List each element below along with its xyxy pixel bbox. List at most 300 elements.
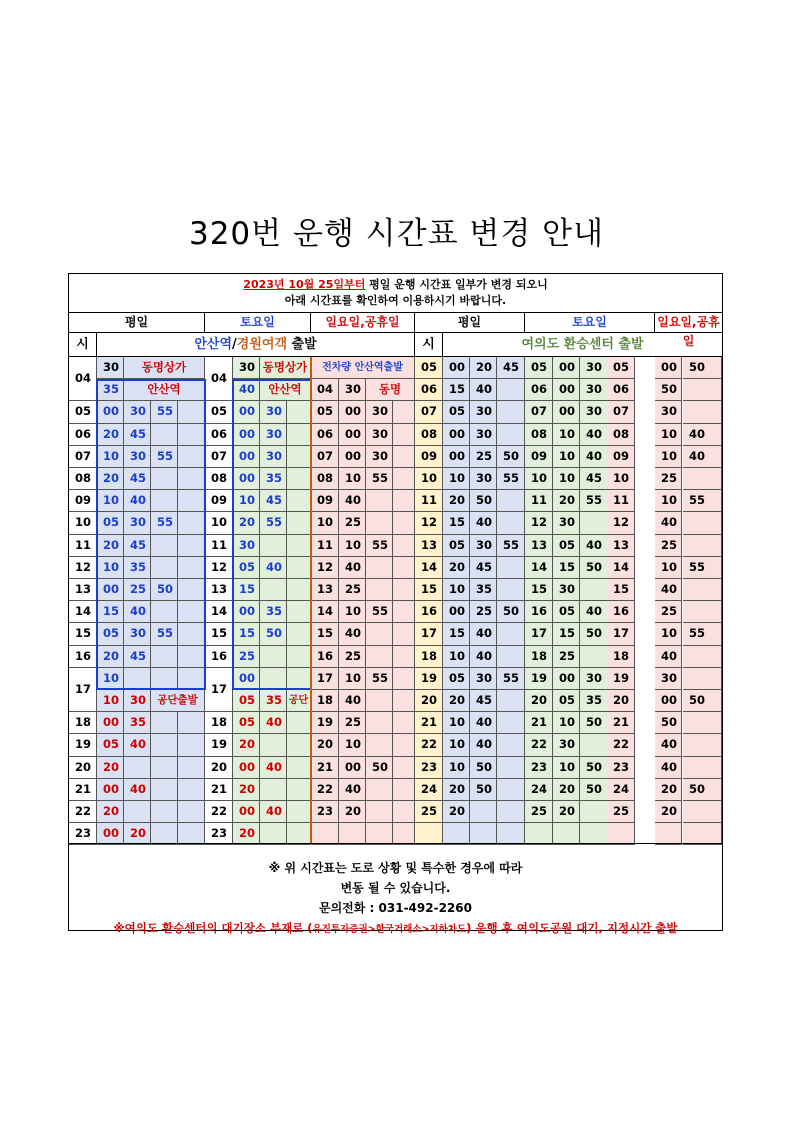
holiday-hour: 08 [311, 468, 339, 490]
hour-cell: 05 [205, 401, 233, 423]
holiday-minute [393, 424, 415, 446]
hour-cell: 18 [69, 712, 97, 734]
saturday-minute: 05 [553, 601, 580, 623]
hour-cell: 12 [69, 557, 97, 579]
hour-cell: 22 [205, 801, 233, 823]
holiday-minute: 10 [655, 490, 682, 512]
hour-cell: 05 [415, 357, 443, 379]
holiday-minute: 10 [339, 668, 366, 690]
holiday-minute: 20 [655, 779, 682, 801]
saturday-minute: 50 [580, 557, 628, 579]
saturday-minute: 05 [233, 690, 260, 712]
holiday-hour: 19 [311, 712, 339, 734]
weekday-minute: 50 [470, 490, 497, 512]
hour-cell: 05 [69, 401, 97, 423]
stop-label: 동명 [366, 379, 415, 401]
weekday-minute [151, 712, 178, 734]
holiday-minute [683, 535, 722, 557]
holiday-minute: 08 [607, 424, 635, 446]
weekday-minute [497, 779, 525, 801]
weekday-minute: 20 [97, 535, 124, 557]
saturday-minute [287, 668, 311, 690]
saturday-minute: 10 [553, 424, 580, 446]
holiday-minute [366, 801, 393, 823]
holiday-minute [393, 690, 415, 712]
saturday-minute: 30 [553, 734, 580, 756]
holiday-minute: 40 [339, 623, 366, 645]
weekday-minute [497, 512, 525, 534]
hour-cell: 23 [205, 823, 233, 845]
weekday-minute: 20 [97, 801, 124, 823]
weekday-minute: 20 [124, 823, 151, 845]
weekday-minute: 10 [443, 579, 470, 601]
holiday-minute [366, 734, 393, 756]
holiday-minute: 00 [655, 357, 682, 379]
weekday-minute: 10 [97, 690, 124, 712]
holiday-minute: 40 [339, 690, 366, 712]
weekday-minute: 40 [124, 601, 151, 623]
weekday-minute [178, 490, 205, 512]
holiday-minute [393, 490, 415, 512]
weekday-minute: 40 [470, 379, 497, 401]
weekday-minute [497, 623, 525, 645]
weekday-minute: 05 [443, 401, 470, 423]
saturday-minute: 15 [233, 579, 260, 601]
left-saturday-header: 토요일 [205, 313, 311, 333]
hour-cell: 20 [69, 757, 97, 779]
weekday-minute: 50 [497, 601, 525, 623]
weekday-minute [470, 801, 497, 823]
weekday-minute: 10 [443, 757, 470, 779]
saturday-minute: 30 [553, 512, 580, 534]
saturday-minute [260, 779, 287, 801]
hour-cell: 06 [69, 424, 97, 446]
footer-note-1: ※ 위 시간표는 도로 상황 및 특수한 경우에 따라 [268, 861, 523, 875]
hour-cell: 13 [69, 579, 97, 601]
saturday-minute: 50 [580, 779, 628, 801]
page-title: 320번 운행 시간표 변경 안내 [188, 216, 605, 252]
saturday-minute: 14 [525, 557, 553, 579]
hour-cell: 25 [415, 801, 443, 823]
saturday-minute: 00 [233, 801, 260, 823]
saturday-minute: 00 [233, 468, 260, 490]
weekday-minute [497, 712, 525, 734]
saturday-minute [287, 601, 311, 623]
holiday-minute [393, 401, 415, 423]
weekday-minute: 30 [470, 468, 497, 490]
holiday-minute: 40 [655, 757, 682, 779]
saturday-minute: 19 [525, 668, 553, 690]
yeouido-route: 유진투자증권>한국거래소>지하차도 [312, 924, 467, 935]
holiday-minute [393, 646, 415, 668]
weekday-minute: 10 [97, 446, 124, 468]
saturday-minute [287, 734, 311, 756]
weekday-minute: 15 [443, 623, 470, 645]
weekday-minute [151, 668, 178, 690]
weekday-minute: 55 [497, 468, 525, 490]
weekday-minute: 45 [497, 357, 525, 379]
saturday-minute: 15 [553, 623, 580, 645]
holiday-minute: 24 [607, 779, 635, 801]
holiday-hour: 20 [311, 734, 339, 756]
holiday-hour: 21 [311, 757, 339, 779]
saturday-minute: 30 [233, 357, 260, 379]
holiday-minute: 14 [607, 557, 635, 579]
saturday-minute: 05 [233, 712, 260, 734]
hour-cell: 14 [69, 601, 97, 623]
holiday-hour: 11 [311, 535, 339, 557]
hour-cell: 11 [415, 490, 443, 512]
weekday-minute: 05 [97, 623, 124, 645]
hour-cell: 07 [415, 401, 443, 423]
holiday-minute: 55 [683, 490, 722, 512]
holiday-minute [393, 779, 415, 801]
hour-cell: 14 [205, 601, 233, 623]
saturday-minute: 20 [525, 690, 553, 712]
weekday-minute: 10 [443, 468, 470, 490]
weekday-minute: 30 [470, 535, 497, 557]
saturday-minute: 00 [553, 379, 580, 401]
weekday-minute: 40 [470, 646, 497, 668]
saturday-minute: 13 [525, 535, 553, 557]
saturday-minute [287, 712, 311, 734]
saturday-minute [260, 579, 287, 601]
holiday-hour: 22 [311, 779, 339, 801]
holiday-minute: 30 [655, 668, 682, 690]
saturday-minute: 50 [260, 623, 287, 645]
weekday-minute [151, 468, 178, 490]
saturday-minute: 30 [233, 535, 260, 557]
weekday-minute: 25 [470, 446, 497, 468]
saturday-minute: 10 [553, 446, 580, 468]
holiday-minute [366, 579, 393, 601]
weekday-minute: 30 [124, 690, 151, 712]
holiday-minute: 40 [339, 557, 366, 579]
saturday-minute [260, 734, 287, 756]
saturday-minute: 00 [233, 401, 260, 423]
hour-cell: 22 [415, 734, 443, 756]
hour-cell: 15 [415, 579, 443, 601]
holiday-minute: 00 [339, 446, 366, 468]
saturday-minute: 11 [525, 490, 553, 512]
direction-separator: / [232, 337, 237, 352]
holiday-minute [393, 734, 415, 756]
weekday-minute: 45 [470, 690, 497, 712]
saturday-minute: 35 [580, 690, 628, 712]
holiday-minute: 50 [683, 779, 722, 801]
hour-cell: 13 [205, 579, 233, 601]
weekday-minute: 20 [443, 490, 470, 512]
holiday-minute: 18 [607, 646, 635, 668]
saturday-minute [287, 490, 311, 512]
weekday-minute: 10 [443, 734, 470, 756]
weekday-minute: 25 [124, 579, 151, 601]
right-weekday-header: 평일 [415, 313, 525, 333]
holiday-minute: 10 [607, 468, 635, 490]
holiday-minute [393, 512, 415, 534]
right-hour-label: 시 [415, 333, 443, 357]
weekday-minute: 35 [124, 712, 151, 734]
saturday-minute: 35 [260, 468, 287, 490]
hour-cell: 16 [415, 601, 443, 623]
holiday-minute: 40 [339, 490, 366, 512]
saturday-minute: 15 [233, 623, 260, 645]
saturday-minute: 30 [580, 401, 628, 423]
weekday-minute: 00 [443, 424, 470, 446]
hour-cell: 08 [69, 468, 97, 490]
saturday-minute: 30 [580, 357, 628, 379]
weekday-minute: 40 [124, 779, 151, 801]
weekday-minute [178, 468, 205, 490]
saturday-minute: 55 [580, 490, 628, 512]
weekday-minute: 50 [470, 779, 497, 801]
weekday-minute: 30 [470, 668, 497, 690]
holiday-minute [366, 490, 393, 512]
hour-cell: 19 [69, 734, 97, 756]
weekday-minute [178, 668, 205, 690]
weekday-minute [151, 779, 178, 801]
saturday-minute [287, 646, 311, 668]
weekday-minute: 05 [443, 535, 470, 557]
hour-cell: 14 [415, 557, 443, 579]
stop-label: 동명상가 [124, 357, 205, 379]
holiday-minute: 25 [655, 601, 682, 623]
hour-cell: 21 [205, 779, 233, 801]
holiday-minute: 55 [683, 557, 722, 579]
weekday-minute: 40 [470, 734, 497, 756]
saturday-minute: 50 [580, 712, 628, 734]
holiday-hour: 14 [311, 601, 339, 623]
holiday-minute [393, 668, 415, 690]
saturday-minute: 45 [580, 468, 628, 490]
weekday-minute: 10 [443, 646, 470, 668]
holiday-minute [683, 757, 722, 779]
weekday-minute [151, 757, 178, 779]
departure-label: 출발 [287, 337, 317, 352]
holiday-minute: 20 [339, 801, 366, 823]
yeouido-notice-c: ) 운행 후 여의도공원 대기, 지정시간 출발 [466, 921, 678, 935]
saturday-minute: 30 [260, 424, 287, 446]
hour-cell: 12 [205, 557, 233, 579]
holiday-minute: 20 [607, 690, 635, 712]
saturday-minute: 17 [525, 623, 553, 645]
gyeongwon-label: 경원여객 [236, 337, 287, 352]
saturday-minute: 00 [233, 757, 260, 779]
holiday-minute: 55 [366, 535, 393, 557]
holiday-minute [366, 779, 393, 801]
weekday-minute [497, 690, 525, 712]
hour-cell: 24 [415, 779, 443, 801]
holiday-hour: 04 [311, 379, 339, 401]
hour-cell: 11 [205, 535, 233, 557]
weekday-minute: 45 [124, 535, 151, 557]
saturday-minute [287, 579, 311, 601]
hour-cell: 09 [415, 446, 443, 468]
holiday-minute: 00 [655, 690, 682, 712]
weekday-minute: 55 [151, 446, 178, 468]
saturday-minute: 10 [233, 490, 260, 512]
holiday-minute: 25 [339, 712, 366, 734]
right-saturday-header: 토요일 [525, 313, 655, 333]
holiday-hour: 05 [311, 401, 339, 423]
weekday-minute [497, 557, 525, 579]
weekday-minute [497, 579, 525, 601]
weekday-minute: 00 [443, 357, 470, 379]
holiday-minute: 13 [607, 535, 635, 557]
weekday-minute: 35 [124, 557, 151, 579]
change-notice [69, 274, 722, 313]
holiday-minute: 17 [607, 623, 635, 645]
holiday-minute: 50 [655, 379, 682, 401]
holiday-minute [393, 468, 415, 490]
holiday-minute: 06 [607, 379, 635, 401]
saturday-minute: 20 [553, 801, 580, 823]
weekday-minute: 55 [497, 668, 525, 690]
holiday-minute: 40 [655, 512, 682, 534]
right-holiday-header: 일요일,공휴일 [655, 313, 722, 333]
weekday-minute [497, 734, 525, 756]
weekday-minute: 20 [443, 779, 470, 801]
hour-cell: 09 [205, 490, 233, 512]
yeouido-notice-a: ※여의도 환승센터의 대기장소 부재로 ( [113, 921, 313, 935]
hour-cell: 12 [415, 512, 443, 534]
stop-label: 안산역 [124, 379, 205, 401]
holiday-minute: 19 [607, 668, 635, 690]
weekday-minute [497, 646, 525, 668]
holiday-minute: 10 [339, 535, 366, 557]
holiday-minute: 10 [655, 557, 682, 579]
holiday-minute: 10 [655, 424, 682, 446]
weekday-minute: 10 [443, 712, 470, 734]
saturday-minute: 00 [233, 668, 260, 690]
weekday-minute: 10 [97, 557, 124, 579]
holiday-hour: 06 [311, 424, 339, 446]
saturday-minute: 05 [525, 357, 553, 379]
saturday-minute: 00 [233, 446, 260, 468]
saturday-minute: 18 [525, 646, 553, 668]
weekday-minute [178, 757, 205, 779]
saturday-minute: 05 [553, 690, 580, 712]
weekday-minute [178, 535, 205, 557]
holiday-minute: 10 [339, 601, 366, 623]
holiday-minute: 12 [607, 512, 635, 534]
hour-cell: 22 [69, 801, 97, 823]
holiday-minute [366, 623, 393, 645]
saturday-minute: 00 [553, 357, 580, 379]
hour-cell: 04 [69, 357, 97, 401]
weekday-minute [124, 801, 151, 823]
saturday-minute: 35 [260, 601, 287, 623]
hour-cell: 15 [205, 623, 233, 645]
left-direction-title [97, 333, 415, 357]
holiday-minute: 55 [366, 601, 393, 623]
left-holiday-header: 일요일,공휴일 [311, 313, 415, 333]
hour-cell: 23 [69, 823, 97, 845]
saturday-minute: 23 [525, 757, 553, 779]
weekday-minute [178, 557, 205, 579]
holiday-minute: 30 [366, 401, 393, 423]
saturday-minute: 25 [553, 646, 580, 668]
holiday-minute: 15 [607, 579, 635, 601]
saturday-minute: 40 [233, 379, 260, 401]
saturday-minute: 15 [525, 579, 553, 601]
holiday-minute [683, 512, 722, 534]
weekday-minute: 45 [124, 424, 151, 446]
hour-cell: 07 [69, 446, 97, 468]
holiday-minute: 30 [339, 379, 366, 401]
weekday-minute: 20 [97, 646, 124, 668]
holiday-minute: 50 [655, 712, 682, 734]
weekday-minute: 45 [124, 646, 151, 668]
saturday-minute: 05 [553, 535, 580, 557]
hour-cell: 20 [205, 757, 233, 779]
saturday-minute: 10 [553, 757, 580, 779]
holiday-minute [393, 446, 415, 468]
holiday-minute: 10 [339, 734, 366, 756]
holiday-minute: 40 [683, 424, 722, 446]
saturday-minute: 00 [553, 401, 580, 423]
saturday-minute: 40 [260, 757, 287, 779]
weekday-minute [178, 446, 205, 468]
stop-label: 공단출발 [151, 690, 205, 712]
weekday-minute: 55 [151, 512, 178, 534]
saturday-minute [287, 446, 311, 468]
saturday-minute: 20 [233, 779, 260, 801]
all-depart-label: 전차량 안산역출발 [311, 357, 415, 379]
weekday-minute [178, 512, 205, 534]
holiday-minute: 25 [339, 579, 366, 601]
weekday-minute: 45 [124, 468, 151, 490]
saturday-minute [260, 668, 287, 690]
hour-cell: 13 [415, 535, 443, 557]
holiday-minute: 09 [607, 446, 635, 468]
hour-cell: 19 [205, 734, 233, 756]
saturday-minute: 20 [233, 823, 260, 845]
hour-cell: 18 [415, 646, 443, 668]
right-direction-title: 여의도 환승센터 출발 [443, 333, 722, 357]
saturday-minute: 20 [553, 490, 580, 512]
holiday-minute: 25 [339, 512, 366, 534]
weekday-minute: 35 [470, 579, 497, 601]
weekday-minute [178, 712, 205, 734]
holiday-minute [393, 535, 415, 557]
holiday-minute: 21 [607, 712, 635, 734]
inquiry-phone: 문의전화 : 031-492-2260 [319, 901, 472, 915]
stop-label: 공단 [287, 690, 311, 712]
saturday-minute [287, 623, 311, 645]
weekday-minute [151, 424, 178, 446]
holiday-hour: 12 [311, 557, 339, 579]
saturday-minute: 00 [233, 424, 260, 446]
hour-cell: 21 [415, 712, 443, 734]
weekday-minute: 20 [443, 690, 470, 712]
weekday-minute: 30 [124, 512, 151, 534]
weekday-minute: 55 [151, 623, 178, 645]
weekday-minute [178, 623, 205, 645]
hour-cell: 21 [69, 779, 97, 801]
weekday-minute: 05 [443, 668, 470, 690]
weekday-minute: 55 [151, 401, 178, 423]
saturday-minute: 45 [260, 490, 287, 512]
holiday-minute: 50 [366, 757, 393, 779]
hour-cell: 09 [69, 490, 97, 512]
saturday-minute: 40 [580, 535, 628, 557]
weekday-minute: 40 [124, 734, 151, 756]
holiday-minute: 00 [339, 757, 366, 779]
holiday-minute [683, 646, 722, 668]
holiday-minute [366, 690, 393, 712]
ansan-station-label: 안산역 [194, 337, 233, 352]
